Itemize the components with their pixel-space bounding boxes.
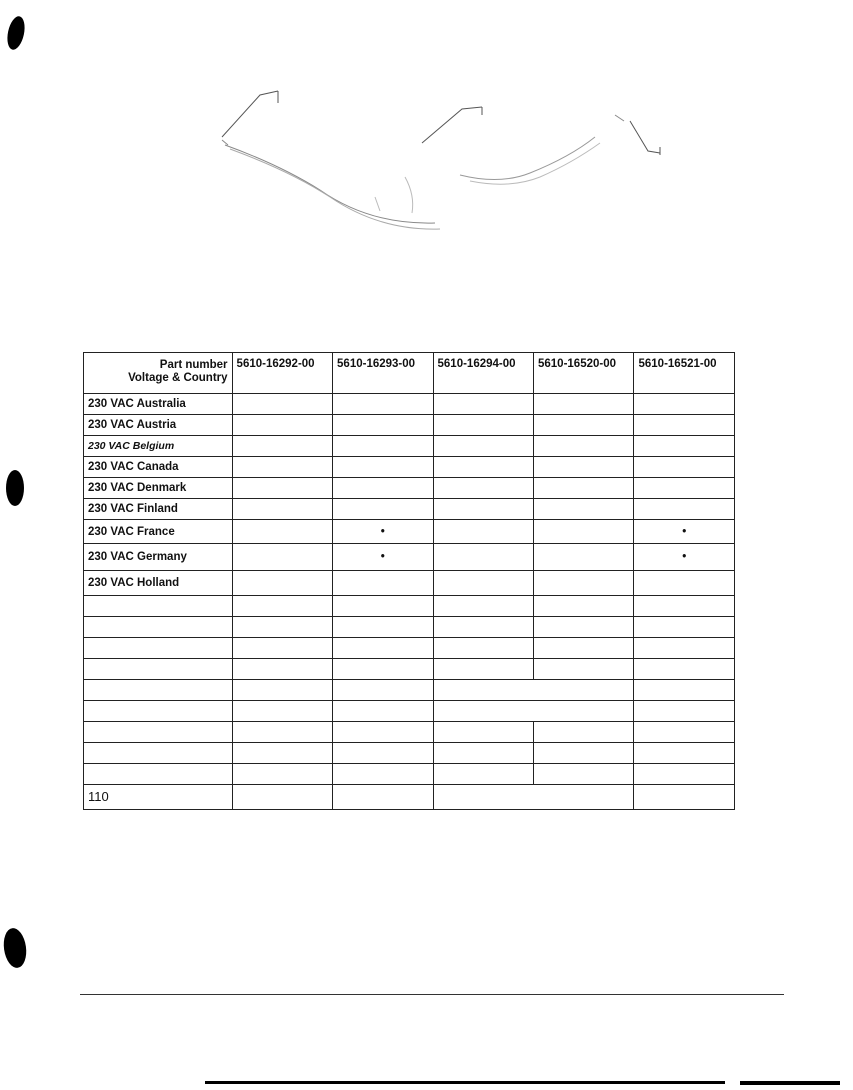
punch-hole-bottom	[1, 927, 28, 970]
empty-cell	[634, 617, 735, 638]
mark-cell	[534, 544, 634, 571]
empty-cell	[634, 785, 735, 810]
empty-cell	[634, 638, 735, 659]
table-row	[84, 743, 735, 764]
row-label-empty	[84, 764, 233, 785]
row-label: 230 VAC Holland	[84, 571, 233, 596]
empty-cell	[333, 596, 433, 617]
row-label-empty	[84, 596, 233, 617]
row-label: 230 VAC Germany	[84, 544, 233, 571]
empty-cell	[333, 785, 433, 810]
punch-hole-top	[5, 15, 28, 52]
mark-cell	[634, 478, 735, 499]
table-row	[84, 764, 735, 785]
mark-cell	[433, 499, 533, 520]
mark-cell	[333, 415, 433, 436]
row-label: 230 VAC Belgium	[84, 436, 233, 457]
table-row	[84, 499, 735, 520]
punch-hole-middle	[6, 470, 24, 506]
row-label: 230 VAC Finland	[84, 499, 233, 520]
empty-cell	[534, 764, 634, 785]
row-label: 230 VAC Denmark	[84, 478, 233, 499]
empty-cell	[232, 596, 332, 617]
row-label: 230 VAC Canada	[84, 457, 233, 478]
empty-cell	[232, 638, 332, 659]
row-label: 230 VAC Austria	[84, 415, 233, 436]
row-label-empty	[84, 722, 233, 743]
mark-cell	[232, 436, 332, 457]
mark-cell	[333, 478, 433, 499]
mark-cell	[232, 457, 332, 478]
table-row	[84, 457, 735, 478]
empty-merged-cell	[433, 701, 634, 722]
header-part-number: 5610-16294-00	[433, 353, 533, 394]
mark-cell	[333, 394, 433, 415]
row-label: 230 VAC Australia	[84, 394, 233, 415]
empty-cell	[433, 764, 533, 785]
header-part-number: 5610-16292-00	[232, 353, 332, 394]
empty-cell	[433, 596, 533, 617]
empty-cell	[433, 743, 533, 764]
table-row	[84, 596, 735, 617]
empty-cell	[333, 701, 433, 722]
mark-cell	[433, 520, 533, 544]
mark-cell	[433, 478, 533, 499]
mark-cell	[534, 478, 634, 499]
row-label-empty	[84, 701, 233, 722]
empty-cell	[232, 722, 332, 743]
bottom-scan-bar	[740, 1081, 840, 1085]
mark-cell: •	[333, 520, 433, 544]
table-row	[84, 638, 735, 659]
mark-cell	[232, 571, 332, 596]
mark-cell	[634, 436, 735, 457]
empty-cell	[634, 722, 735, 743]
empty-cell	[433, 659, 533, 680]
table-row	[84, 659, 735, 680]
empty-cell	[534, 659, 634, 680]
mark-cell	[232, 478, 332, 499]
empty-merged-cell	[433, 680, 634, 701]
mark-cell	[534, 394, 634, 415]
table-header-row	[84, 353, 735, 394]
power-cord-illustration	[200, 85, 680, 255]
empty-cell	[232, 764, 332, 785]
mark-cell	[433, 457, 533, 478]
empty-cell	[333, 764, 433, 785]
row-label: 110	[84, 785, 233, 810]
table-row	[84, 680, 735, 701]
mark-cell	[634, 457, 735, 478]
empty-cell	[634, 764, 735, 785]
mark-cell	[534, 520, 634, 544]
row-label-empty	[84, 680, 233, 701]
empty-cell	[333, 659, 433, 680]
mark-cell	[634, 499, 735, 520]
table-row	[84, 701, 735, 722]
mark-cell	[534, 436, 634, 457]
empty-cell	[333, 638, 433, 659]
empty-cell	[433, 638, 533, 659]
row-label-empty	[84, 659, 233, 680]
mark-cell	[333, 436, 433, 457]
mark-cell	[232, 499, 332, 520]
empty-cell	[534, 722, 634, 743]
empty-cell	[634, 743, 735, 764]
empty-cell	[232, 617, 332, 638]
bottom-scan-bar	[205, 1081, 725, 1084]
empty-merged-cell	[433, 785, 634, 810]
mark-cell	[433, 544, 533, 571]
row-label-empty	[84, 617, 233, 638]
mark-cell	[232, 415, 332, 436]
empty-cell	[534, 617, 634, 638]
empty-cell	[634, 659, 735, 680]
table-row	[84, 544, 735, 571]
header-part-number: 5610-16521-00	[634, 353, 735, 394]
mark-cell	[333, 499, 433, 520]
empty-cell	[333, 722, 433, 743]
table-row	[84, 415, 735, 436]
mark-cell	[534, 457, 634, 478]
empty-cell	[433, 722, 533, 743]
mark-cell: •	[634, 544, 735, 571]
empty-cell	[534, 638, 634, 659]
mark-cell	[333, 457, 433, 478]
empty-cell	[232, 701, 332, 722]
mark-cell	[634, 394, 735, 415]
mark-cell	[232, 394, 332, 415]
empty-cell	[634, 680, 735, 701]
mark-cell	[634, 415, 735, 436]
table-row	[84, 617, 735, 638]
empty-cell	[433, 617, 533, 638]
mark-cell	[534, 499, 634, 520]
mark-cell: •	[333, 544, 433, 571]
table-row	[84, 478, 735, 499]
table-row	[84, 785, 735, 810]
mark-cell	[534, 571, 634, 596]
mark-cell	[232, 520, 332, 544]
mark-cell: •	[634, 520, 735, 544]
header-part-number: 5610-16293-00	[333, 353, 433, 394]
mark-cell	[534, 415, 634, 436]
header-voltage-country-label: Voltage & Country	[128, 372, 228, 384]
empty-cell	[333, 743, 433, 764]
mark-cell	[333, 571, 433, 596]
empty-cell	[333, 680, 433, 701]
header-part-number-label: Part number	[159, 359, 228, 371]
empty-cell	[534, 596, 634, 617]
table-row	[84, 436, 735, 457]
empty-cell	[232, 743, 332, 764]
mark-cell	[433, 394, 533, 415]
table-row	[84, 520, 735, 544]
footer-divider	[80, 994, 784, 995]
empty-cell	[634, 596, 735, 617]
table-row	[84, 394, 735, 415]
row-label-empty	[84, 743, 233, 764]
header-part-number: 5610-16520-00	[534, 353, 634, 394]
mark-cell	[232, 544, 332, 571]
row-label-empty	[84, 638, 233, 659]
mark-cell	[433, 571, 533, 596]
row-label: 230 VAC France	[84, 520, 233, 544]
empty-cell	[634, 701, 735, 722]
parts-table	[83, 352, 735, 810]
empty-cell	[232, 659, 332, 680]
mark-cell	[634, 571, 735, 596]
empty-cell	[232, 785, 332, 810]
table-row	[84, 571, 735, 596]
empty-cell	[232, 680, 332, 701]
mark-cell	[433, 436, 533, 457]
empty-cell	[534, 743, 634, 764]
header-corner-cell	[84, 353, 233, 394]
empty-cell	[333, 617, 433, 638]
table-row	[84, 722, 735, 743]
mark-cell	[433, 415, 533, 436]
